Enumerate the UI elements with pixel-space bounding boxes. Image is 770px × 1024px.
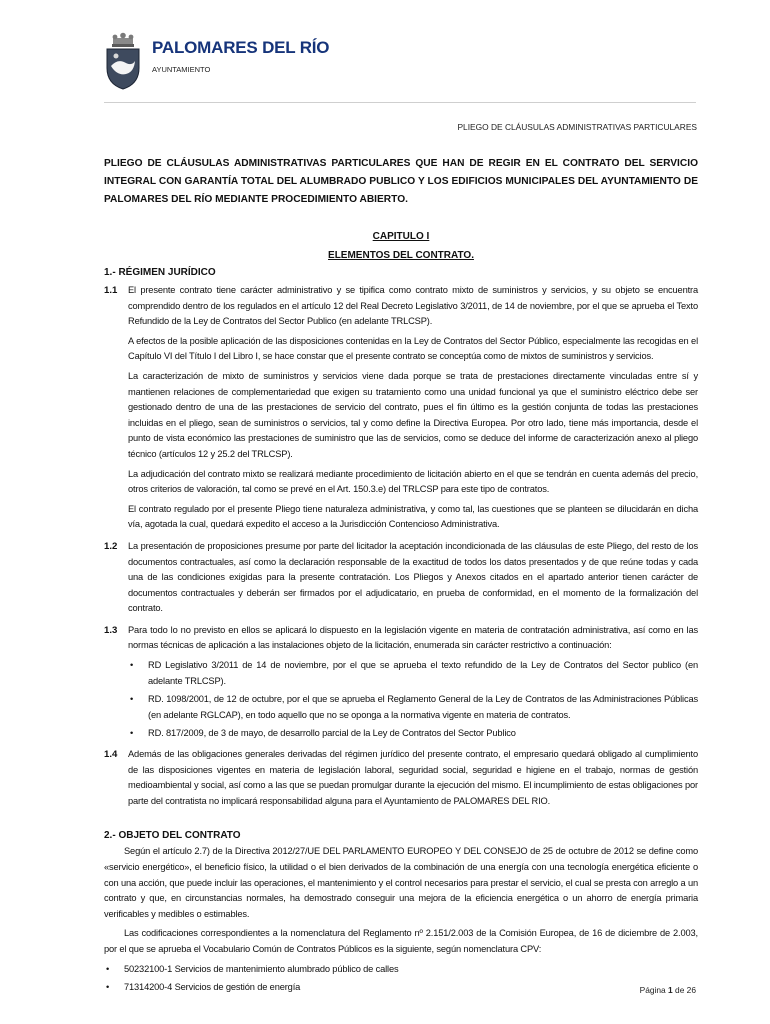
bullet-icon: • [130,660,134,671]
bullet-icon: • [106,963,110,974]
brand-subtitle: AYUNTAMIENTO [152,65,211,74]
clause-number: 1.1 [104,285,118,296]
header-divider [104,102,696,103]
clause-1-4 [104,747,698,813]
paragraph: La caracterización de mixto de suministros y servicios viene dada porque se trata de prestaciones directamente vinculadas entre sí y mantienen relaciones de complementariedad que exigen su tratamiento como una unidad funcional ya que el suministro eléctrico debe ser gestionado dentro de una de las prestaciones de servicio del contrato, pues el fin último es la gestión conjunta de todas las prestaciones incluidas en el pliego, sean de suministros o servicios, tal y como define la Directiva Europea. Por otro lado, tiene más importancia, desde el punto de vista económico las prestaciones de suministro que las de servicios, como se deduce del informe de caracterización anexo al pliego técnico (artículos 12 y 25.2 del TRLCSP). [128,370,698,459]
clause-number: 1.3 [104,624,118,636]
paragraph: A efectos de la posible aplicación de las disposiciones contenidas en la Ley de Contratos del Sector Público, especialmente las recogidas en el Capítulo VI del Título I del Libro I, se hace constar que el presente contrato se conceptúa como de mixtos de suministros y servicios. [128,335,698,362]
paragraph: Las codificaciones correspondientes a la nomenclatura del Reglamento nº 2.151/2.003 de la Comisión Europea, de 16 de diciembre de 2.003, por el que se aprueba el Vocabulario Común de Contratos Públicos es la siguiente, según nomenclatura CPV: [104,928,698,954]
section-heading-objeto: 2.- OBJETO DEL CONTRATO [104,830,241,842]
chapter-number: CAPITULO I [372,231,430,242]
bullet-icon: • [130,728,134,739]
coat-of-arms-icon [104,32,142,90]
paragraph: Según el artículo 2.7) de la Directiva 2012/27/UE DEL PARLAMENTO EUROPEO Y DEL CONSEJO de 25 de octubre de 2012 se define como «servicio energético», el beneficio físico, la utilidad o el bien derivados de la combinación de una energía con una tecnología energética eficiente o con una acción, que puede incluir las operaciones, el mantenimiento y el control necesarios para prestar el servicio, el cual se presta con arreglo a un contrato y que, en circunstancias normales, ha demostrado conseguir una mejora de la eficiencia energética o un ahorro de energía primaria verificables y medibles o estimables. [104,846,698,919]
clause-1-1 [104,283,698,537]
paragraph: El contrato regulado por el presente Pliego tiene naturaleza administrativa, y como tal, las cuestiones que se planteen se dilucidarán en dicha vía, agotada la cual, quedará expedito el acceso a la Jurisdicción Contencioso Administrativa. [128,503,698,530]
list-item: • 71314200-4 Servicios de gestión de energía [104,980,698,996]
bullet-icon: • [106,982,110,993]
clause-1-3 [104,623,698,745]
chapter-name: ELEMENTOS DEL CONTRATO. [328,250,474,261]
brand-name: PALOMARES DEL RÍO [152,38,330,57]
list-item: • RD. 817/2009, de 3 de mayo, de desarrollo parcial de la Ley de Contratos del Sector Publico [128,726,698,742]
paragraph: La adjudicación del contrato mixto se realizará mediante procedimiento de licitación abierto en el que se tendrán en cuenta además del precio, otros criterios de valoración, tal como se prevé en el Art. 150.3.e) del TRLCSP para este tipo de contratos. [128,468,698,495]
bullet-icon: • [130,694,134,705]
list-item: • RD Legislativo 3/2011 de 14 de noviembre, por el que se aprueba el texto refundido de la Ley de Contratos del Sector publico (en adelante TRLCSP). [130,660,698,686]
paragraph: Además de las obligaciones generales derivadas del régimen jurídico del presente contrato, el empresario quedará obligado al cumplimiento de las disposiciones vigentes en materia de legislación laboral, seguridad social, seguridad e higiene en el trabajo, normas de gestión medioambiental y social, así como a las que se puedan promulgar durante la ejecución del mismo. El incumplimiento de estas obligaciones por parte del contratista no implicará responsabilidad alguna para el Ayuntamiento de PALOMARES DEL RIO. [128,749,698,806]
clause-1-2 [104,539,698,621]
section-heading-regimen: 1.- RÉGIMEN JURÍDICO [104,267,216,278]
clause-number: 1.4 [104,749,118,761]
clause-number: 1.2 [104,540,118,552]
paragraph: Para todo lo no previsto en ellos se aplicará lo dispuesto en la legislación vigente en materia de contratación administrativa, así como en las normas técnicas de aplicación a las instalaciones objeto de la licitación, enumerada sin carácter restrictivo a continuación: [128,624,698,651]
document-body [104,155,698,999]
cpv-list [104,962,698,996]
document-title: PLIEGO DE CLÁUSULAS ADMINISTRATIVAS PARTICULARES QUE HAN DE REGIR EN EL CONTRATO DEL SERVICIO INTEGRAL CON GARANTÍA TOTAL DEL ALUMBRADO PUBLICO Y LOS EDIFICIOS MUNICIPALES DEL AYUNTAMIENTO DE PALOMARES DEL RÍO MEDIANTE PROCEDIMIENTO ABIERTO. [104,158,698,205]
list-item: • RD. 1098/2001, de 12 de octubre, por el que se aprueba el Reglamento General de la Ley de Contratos de las Administraciones Públicas (en adelante RGLCAP), en todo aquello que no se oponga a la normativa vigente en materia de contratos. [130,694,698,720]
page-number: 1 [668,985,673,995]
list-item: • 50232100-1 Servicios de mantenimiento alumbrado público de calles [104,962,698,978]
paragraph: El presente contrato tiene carácter administrativo y se tipifica como contrato mixto de suministros y servicios, y su objeto se encuentra comprendido dentro de los regulados en el artículo 12 del Real Decreto Legislativo 3/2011, de 14 de noviembre, por el que se aprueba el Texto Refundido de la Ley de Contratos del Sector Publico (en adelante TRLCSP). [128,285,698,327]
page-total: de 26 [675,985,696,995]
running-header: PLIEGO DE CLÁUSULAS ADMINISTRATIVAS PARTICULARES [457,122,697,132]
page-footer [640,985,696,995]
legislation-list [128,658,698,742]
paragraph: La presentación de proposiciones presume por parte del licitador la aceptación incondicionada de las cláusulas de este Pliego, del resto de los documentos contractuales, así como la declaración responsable de la exactitud de todos los datos presentados y de que reúne todas y cada una de las condiciones exigidas para la presente contratación. Los Pliegos y Anexos citados en el apartado anterior tienen carácter de documentos contractuales y deberán ser firmados por el adjudicatario, en prueba de conformidad, en el momento de la formalización del contrato. [128,540,698,614]
page-label: Página [639,985,666,995]
